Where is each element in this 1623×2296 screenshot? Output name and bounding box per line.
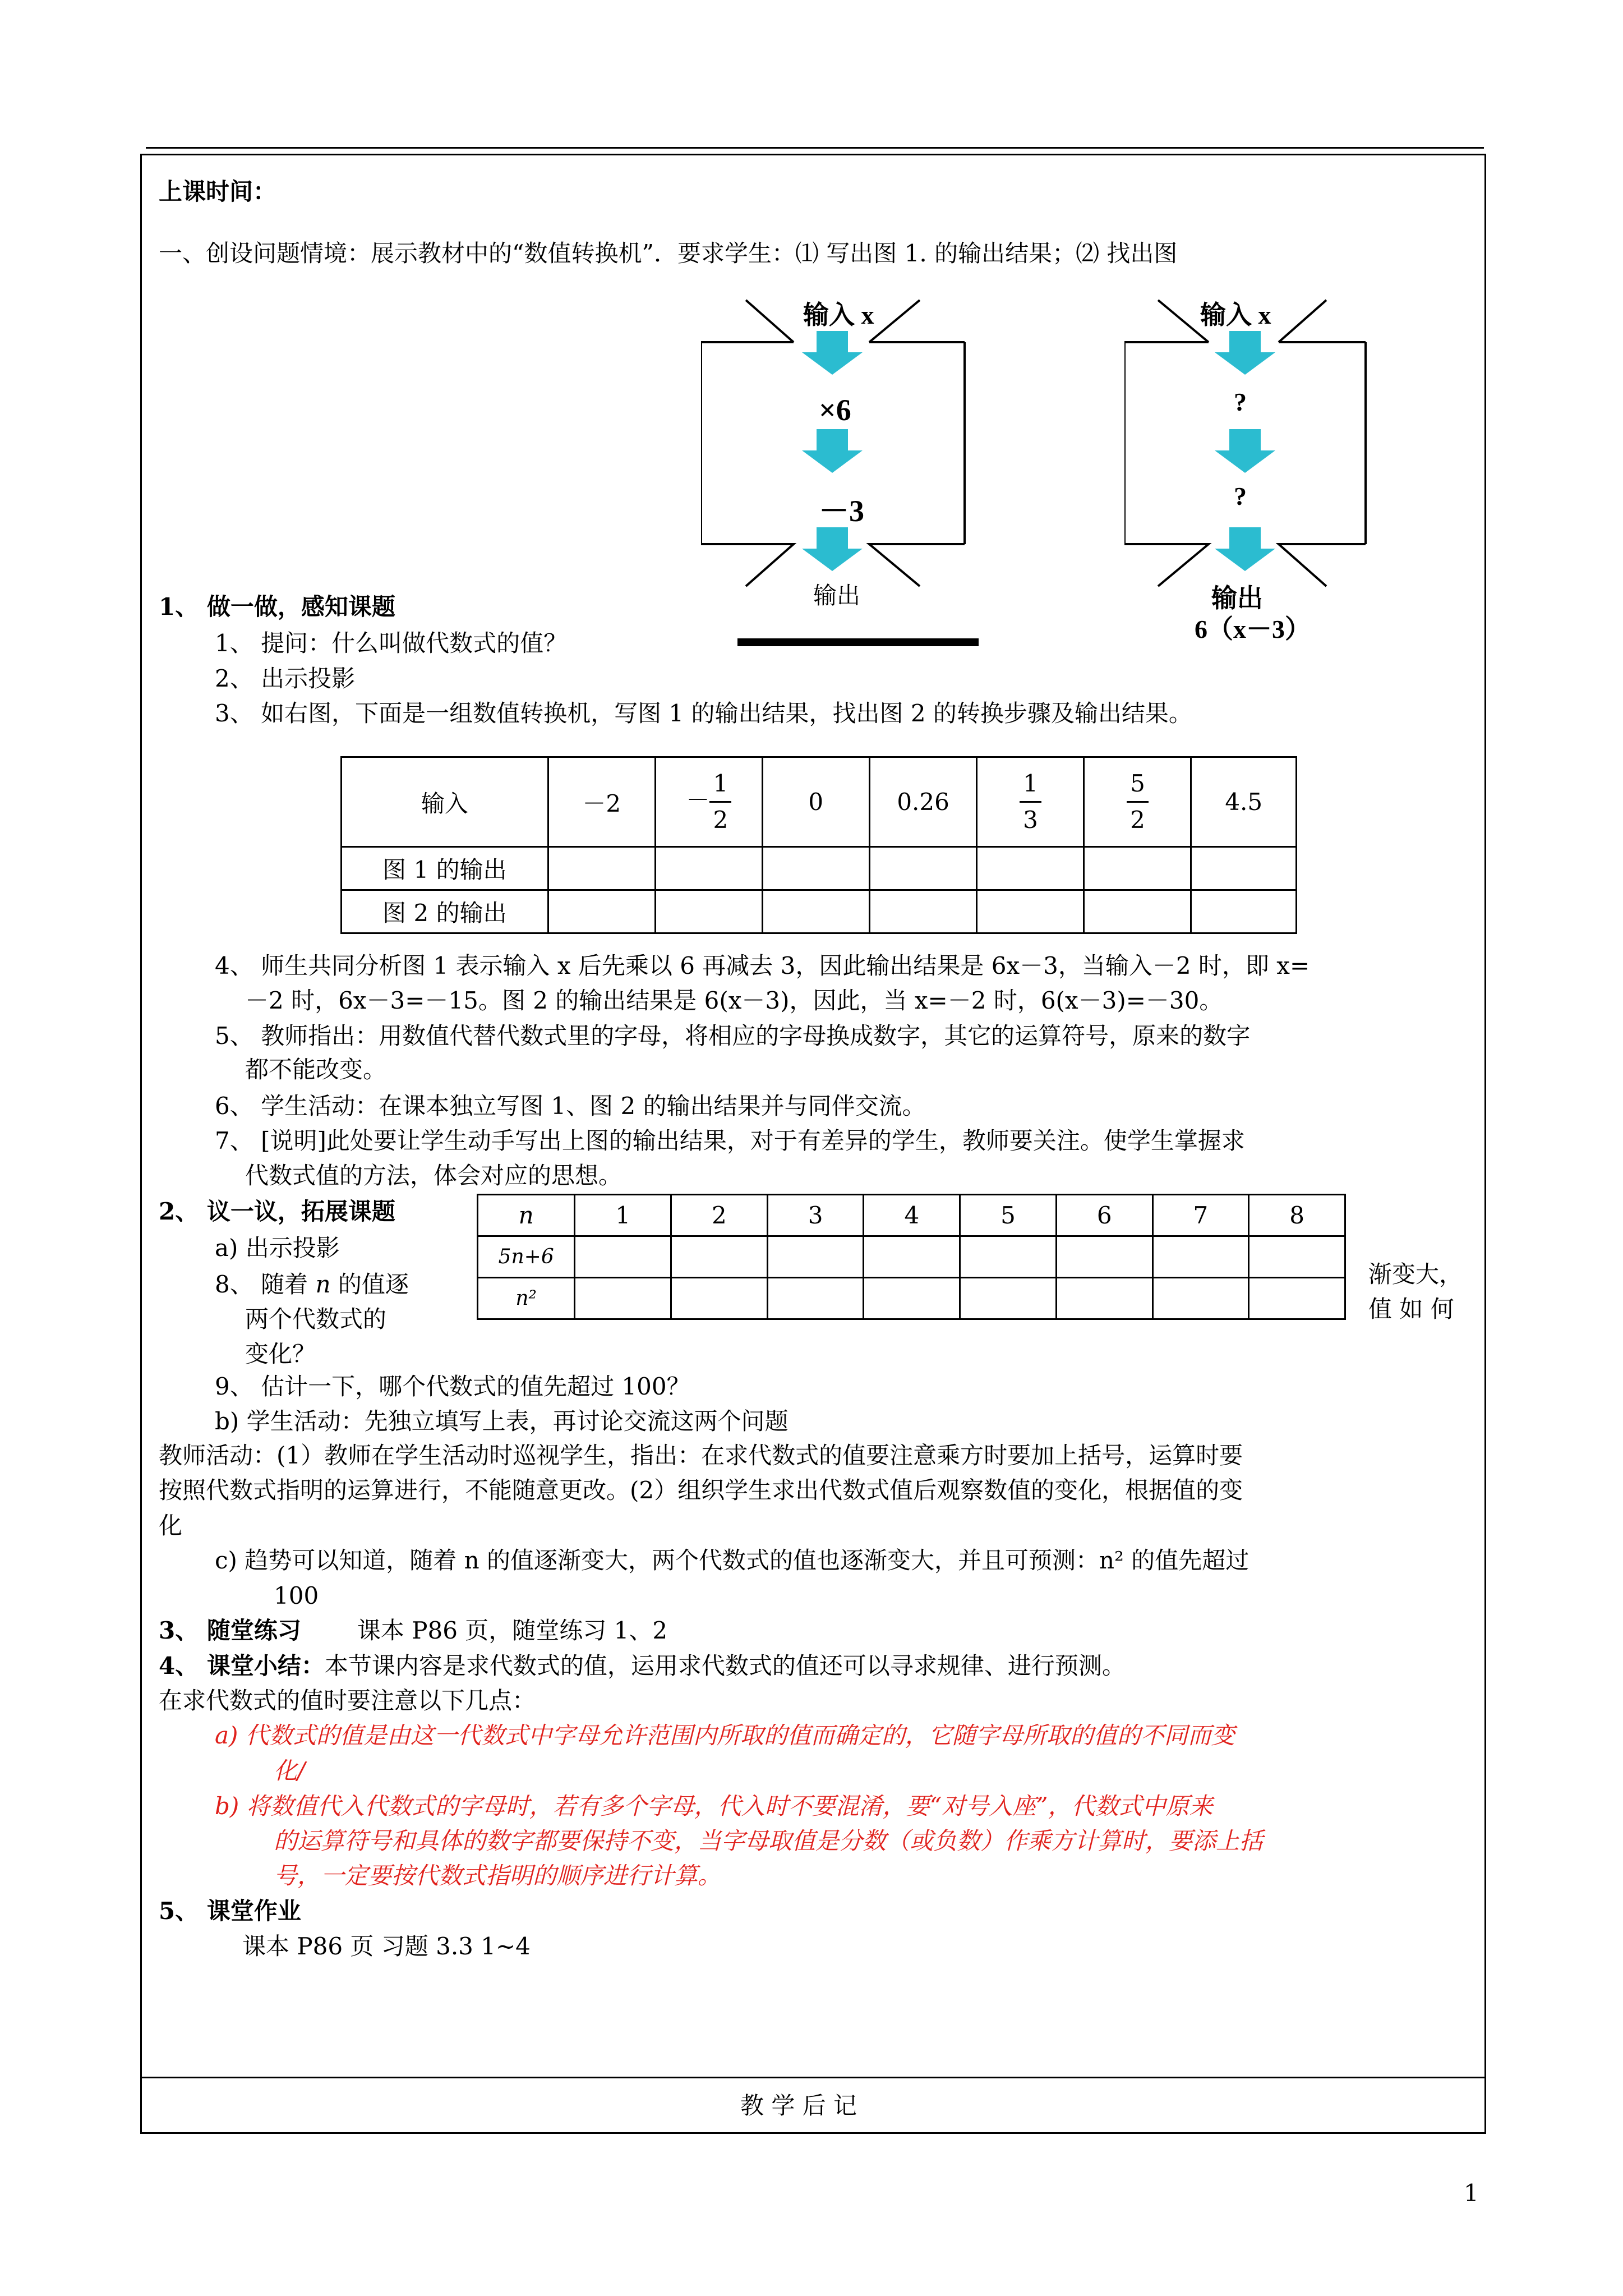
input-cell-third: $\frac{1}{3}$ [977, 757, 1084, 847]
page-number: 1 [1464, 2179, 1479, 2207]
class-time-label: 上课时间： [159, 178, 277, 205]
s1-item-7-line2: 代数式值的方法，体会对应的思想。 [245, 1162, 623, 1189]
section-1-heading: 1、 做一做，感知课题 [159, 593, 395, 620]
table2-header-n: n [478, 1195, 575, 1236]
c-item-line2: 100 [274, 1582, 319, 1609]
table2-header: 4 [864, 1195, 960, 1236]
input-cell: 0.26 [869, 757, 977, 847]
section-2-heading: 2、 议一议，拓展课题 [159, 1198, 395, 1225]
section-5-heading: 5、 课堂作业 [159, 1897, 301, 1925]
fig1-input-label: 输入 x [803, 301, 874, 329]
s1-item-6: 6、 学生活动：在课本独立写图 1、图 2 的输出结果并与同伴交流。 [215, 1092, 926, 1120]
red-note-a-line1: a) 代数式的值是由这一代数式中字母允许范围内所取的值而确定的，它随字母所取的值的不同而变 [215, 1722, 1235, 1749]
s1-item-1: 1、 提问：什么叫做代数式的值？ [215, 629, 568, 657]
intro-text: 一、创设问题情境：展示教材中的“数值转换机”．要求学生：⑴ 写出图 1. 的输出结果；⑵ 找出图 [159, 240, 1178, 267]
input-cell: 4.5 [1191, 757, 1297, 847]
top-rule [146, 147, 1484, 149]
teaching-notes-label: 教 学 后 记 [740, 2092, 857, 2119]
red-note-b-line3: 号，一定要按代数式指明的顺序进行计算。 [274, 1862, 722, 1889]
table-row-fig1-output: 图 1 的输出 [342, 847, 548, 890]
teacher-activity-line2: 按照代数式指明的运算进行，不能随意更改。(2）组织学生求出代数式值后观察数值的变化，根据值的变 [159, 1476, 1243, 1504]
s1-item-2: 2、 出示投影 [215, 665, 356, 692]
input-cell-neg-half: － $\frac{1}{2}$ [655, 757, 762, 847]
s1-item-7-line1: 7、 [说明]此处要让学生动手写出上图的输出结果，对于有差异的学生，教师要关注。使学生掌握求 [215, 1127, 1245, 1154]
s2-item-8-line2: 两个代数式的 [245, 1305, 387, 1333]
input-cell: －2 [548, 757, 655, 847]
s1-item-4-line2: －2 时，6x－3=－15。图 2 的输出结果是 6(x－3)，因此，当 x=－2 时，6(x－3)=－30。 [245, 987, 1223, 1014]
table2-header: 1 [575, 1195, 671, 1236]
table-header-input: 输入 [342, 757, 548, 847]
frame-top [140, 154, 1486, 155]
s2-item-b: b) 学生活动：先独立填写上表，再讨论交流这两个问题 [215, 1407, 789, 1435]
table2-header: 2 [671, 1195, 768, 1236]
teacher-activity-line1: 教师活动：(1）教师在学生活动时巡视学生，指出：在求代数式的值要注意乘方时要加上括号，运算时要 [159, 1442, 1243, 1469]
section-4-line2: 在求代数式的值时要注意以下几点： [159, 1687, 536, 1714]
sequence-table [477, 1194, 1346, 1320]
frame-right [1484, 154, 1486, 2134]
s2-item-8-line1: 8、 随着 n 的值逐 [215, 1271, 409, 1298]
input-cell: 0 [762, 757, 869, 847]
teacher-activity-line3: 化 [159, 1512, 183, 1539]
input-output-table [340, 756, 1297, 934]
table2-header: 5 [960, 1195, 1057, 1236]
section-4: 4、 课堂小结：本节课内容是求代数式的值，运用求代数式的值还可以寻求规律、进行预测。 [159, 1652, 1126, 1680]
s1-item-5-line1: 5、 教师指出：用数值代替代数式里的字母，将相应的字母换成数字，其它的运算符号，原来的数字 [215, 1022, 1251, 1050]
frame-divider [140, 2077, 1486, 2078]
s1-item-4-line1: 4、 师生共同分析图 1 表示输入 x 后先乘以 6 再减去 3，因此输出结果是 6x－3，当输入－2 时，即 x= [215, 952, 1310, 979]
table2-header: 8 [1249, 1195, 1345, 1236]
s2-item-9: 9、 估计一下，哪个代数式的值先超过 100？ [215, 1373, 690, 1400]
section-3: 3、 随堂练习 课本 P86 页，随堂练习 1、2 [159, 1617, 668, 1644]
frame-bottom [140, 2132, 1486, 2134]
s2-right-text-1: 渐变大， [1368, 1260, 1463, 1288]
table2-row-5n6: 5n+6 [478, 1236, 575, 1278]
fig2-output-label: 输出 [1211, 584, 1263, 613]
table2-header: 6 [1056, 1195, 1152, 1236]
fig2-step2: ? [1234, 482, 1247, 510]
fig2-input-label: 输入 x [1200, 301, 1271, 329]
fig2-step1: ? [1234, 388, 1247, 416]
fig2-result: 6（x－3） [1195, 615, 1311, 643]
red-note-a-line2: 化/ [274, 1757, 306, 1784]
fig1-output-label: 输出 [813, 582, 861, 609]
s2-right-text-2: 值 如 何 [1368, 1295, 1454, 1323]
s2-item-a: a) 出示投影 [215, 1234, 340, 1262]
red-note-b-line2: 的运算符号和具体的数字都要保持不变，当字母取值是分数（或负数）作乘方计算时，要添上括 [274, 1827, 1264, 1855]
s2-item-8-line3: 变化？ [245, 1340, 316, 1368]
table2-row-n2: n² [478, 1278, 575, 1319]
fig1-step1: ×6 [819, 393, 851, 427]
s1-item-3: 3、 如右图，下面是一组数值转换机，写图 1 的输出结果，找出图 2 的转换步骤及输出结果。 [215, 700, 1192, 727]
s1-item-5-line2: 都不能改变。 [245, 1056, 387, 1083]
frame-left [140, 154, 142, 2134]
fig1-step2: －3 [819, 494, 864, 528]
table-row-fig2-output: 图 2 的输出 [342, 890, 548, 933]
table2-header: 7 [1152, 1195, 1249, 1236]
input-cell-five-half: $\frac{5}{2}$ [1084, 757, 1191, 847]
figure-2-conversion-machine [1124, 289, 1394, 592]
c-item-line1: c) 趋势可以知道，随着 n 的值逐渐变大，两个代数式的值也逐渐变大，并且可预测：n² 的值先超过 [215, 1547, 1249, 1574]
table2-header: 3 [767, 1195, 864, 1236]
red-note-b-line1: b) 将数值代入代数式的字母时，若有多个字母，代入时不要混淆，要“对号入座”，代数式中原来 [215, 1792, 1213, 1820]
section-5-text: 课本 P86 页 习题 3.3 1~4 [242, 1932, 531, 1960]
